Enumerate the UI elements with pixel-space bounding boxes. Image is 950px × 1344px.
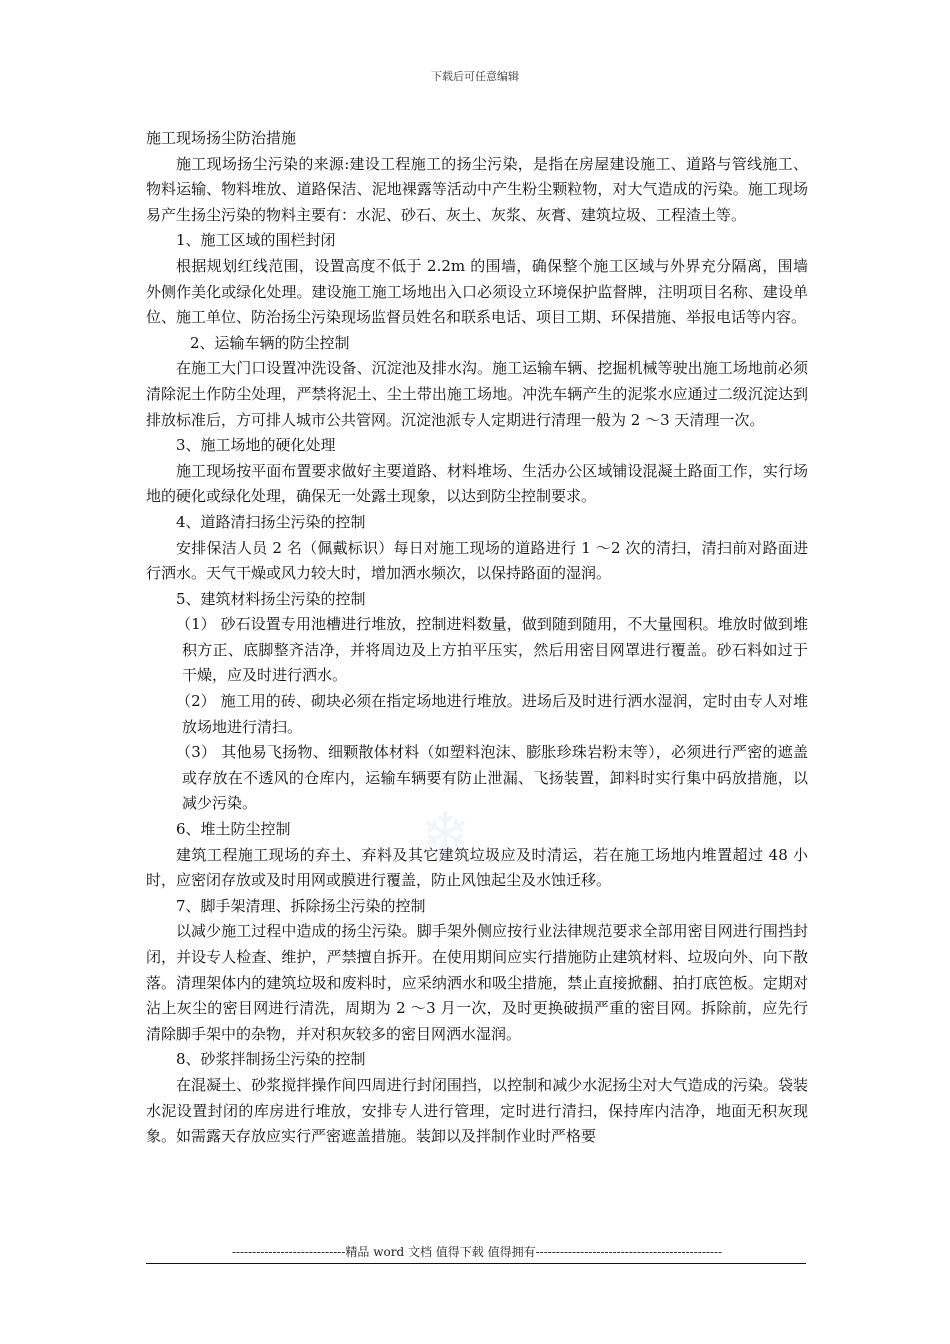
section-heading-7: 7、脚手架清理、拆除扬尘污染的控制 [176,896,426,915]
sub-item-2 [146,689,808,740]
section-body-1: 根据规划红线范围，设置高度不低于 2.2m 的围墙，确保整个施工区域与外界充分隔离，围墙外侧作美化或绿化处理。建设施工施工场地出入口必须设立环境保护监督牌，注明项目名称、建设单位、施工单位、防治扬尘污染现场监督员姓名和联系电话、项目工期、环保措施、举报电话等内容。 [146,256,808,327]
intro-paragraph: 施工现场扬尘污染的来源:建设工程施工的扬尘污染，是指在房屋建设施工、道路与管线施工、物料运输、物料堆放、道路保洁、泥地裸露等活动中产生粉尘颗粒物，对大气造成的污染。施工现场易产生扬尘污染的物料主要有：水泥、砂石、灰土、灰浆、灰膏、建筑垃圾、工程渣土等。 [146,154,808,224]
document-body [146,126,808,1150]
section-heading-4: 4、道路清扫扬尘污染的控制 [176,512,366,531]
section-heading-5: 5、建筑材料扬尘污染的控制 [176,589,366,608]
section-body-6: 建筑工程施工现场的弃土、弃料及其它建筑垃圾应及时清运，若在施工场地内堆置超过 48 小时，应密闭存放或及时用网或膜进行覆盖，防止风蚀起尘及水蚀迁移。 [146,845,808,890]
document-title: 施工现场扬尘防治措施 [146,129,297,147]
sub-item-3 [146,740,808,817]
sub-item-text: （3） 其他易飞扬物、细颗散体材料（如塑料泡沫、膨胀珍珠岩粉末等），必须进行严密的遮盖或存放在不透风的仓库内，运输车辆要有防止泄漏、飞扬装置，卸料时实行集中码放措施，以减少污染。 [176,743,808,813]
section-body-3: 施工现场按平面布置要求做好主要道路、材料堆场、生活办公区域铺设混凝土路面工作，实行场地的硬化或绿化处理，确保无一处露土现象，以达到防尘控制要求。 [146,461,808,506]
page-header: 下载后可任意编辑 [431,70,519,83]
section-heading-8: 8、砂浆拌制扬尘污染的控制 [176,1050,366,1069]
sub-item-text: （1） 砂石设置专用池槽进行堆放，控制进料数量，做到随到随用，不大量囤积。堆放时做到堆积方正、底脚整齐洁净，并将周边及上方拍平压实，然后用密目网罩进行覆盖。砂石料如过于干燥，应及时进行洒水。 [176,615,808,685]
section-body-2: 在施工大门口设置冲洗设备、沉淀池及排水沟。施工运输车辆、挖掘机械等驶出施工场地前必须清除泥土作防尘处理，严禁将泥土、尘土带出施工场地。冲洗车辆产生的泥浆水应通过二级沉淀达到排放标准后，方可排人城市公共管网。沉淀池派专人定期进行清理一般为 2 ～3 天清理一次。 [146,359,808,429]
section-body-4: 安排保洁人员 2 名（佩戴标识）每日对施工现场的道路进行 1 ～2 次的清扫，清扫前对路面进行洒水。天气干燥或风力较大时，增加洒水频次，以保持路面的湿润。 [146,538,808,583]
section-body-8: 在混凝土、砂浆搅拌操作间四周进行封闭围挡，以控制和减少水泥扬尘对大气造成的污染。袋装水泥设置封闭的库房进行堆放，安排专人进行管理，定时进行清扫，保持库内洁净，地面无积灰现象。如需露天存放应实行严密遮盖措施。装卸以及拌制作业时严格要 [146,1075,808,1146]
section-heading-3: 3、施工场地的硬化处理 [176,436,336,455]
section-heading-1: 1、施工区域的围栏封闭 [176,231,336,250]
sub-item-text: （2） 施工用的砖、砌块必须在指定场地进行堆放。进场后及时进行洒水湿润，定时由专人对堆放场地进行清扫。 [176,692,808,736]
page-footer: ----------------------------精品 word 文档 值得下载 值得拥有---------------------------------------------- [231,1245,723,1259]
sub-item-1 [146,612,808,689]
section-heading-6: 6、堆土防尘控制 [176,820,291,839]
section-heading-2: 2、运输车辆的防尘控制 [190,333,350,352]
watermark: ❄ [420,800,471,870]
footer-rule [146,1263,806,1264]
section-body-7: 以减少施工过程中造成的扬尘污染。脚手架外侧应按行业法律规范要求全部用密目网进行围挡封闭，并设专人检查、维护，严禁擅自拆开。在使用期间应实行措施防止建筑材料、垃圾向外、向下散落。清理架体内的建筑垃圾和废料时，应采纳洒水和吸尘措施，禁止直接掀翻、拍打底笆板。定期对沾上灰尘的密目网进行清洗，周期为 2 ～3 月一次，及时更换破损严重的密目网。拆除前，应先行清除脚手架中的杂物，并对积灰较多的密目网洒水湿润。 [146,922,808,1043]
